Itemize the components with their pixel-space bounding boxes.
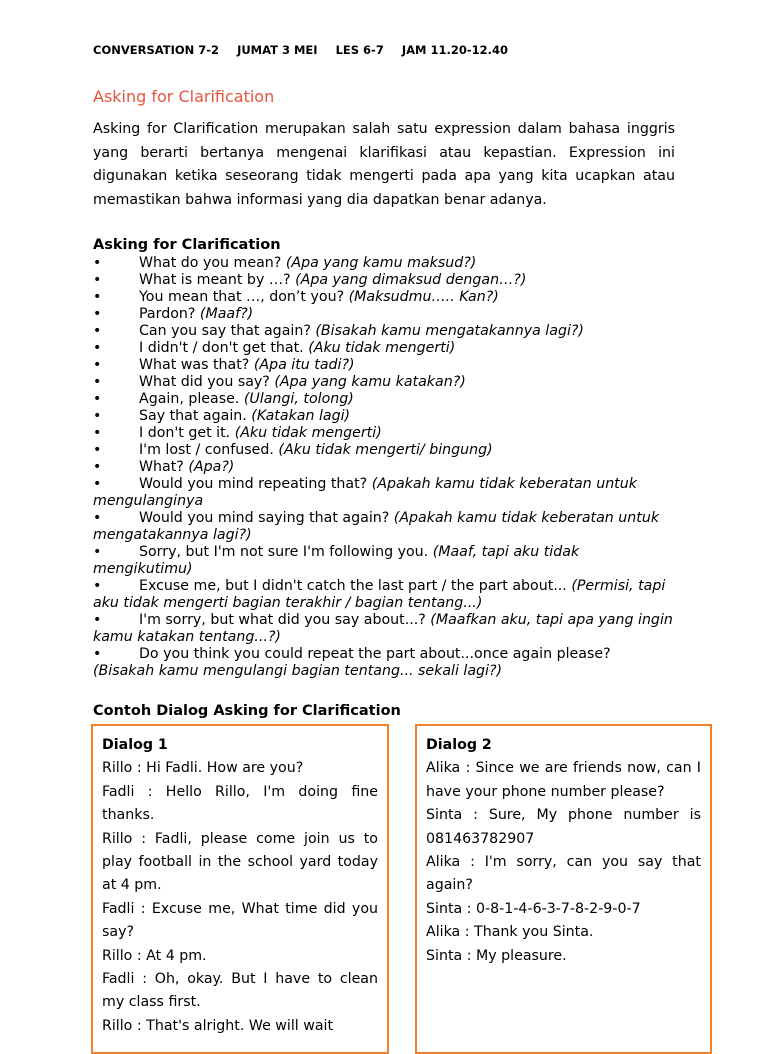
list-item <box>93 408 675 425</box>
expression-translation: (Ulangi, tolong) <box>243 391 354 407</box>
document-header <box>93 43 522 57</box>
expression-translation: (Apa yang kamu katakan?) <box>274 374 466 390</box>
bullet-icon: • <box>93 374 102 390</box>
expression-translation: (Bisakah kamu mengatakannya lagi?) <box>315 323 584 339</box>
dialog-line: Alika : Thank you Sinta. <box>426 924 594 941</box>
expression-english: Do you think you could repeat the part about...once again please? <box>139 646 611 662</box>
bullet-icon: • <box>93 255 102 271</box>
expression-translation: (Aku tidak mengerti/ bingung) <box>278 442 493 458</box>
bullet-icon: • <box>93 510 102 526</box>
bullet-icon: • <box>93 476 102 492</box>
dialog-line: Rillo : At 4 pm. <box>102 947 207 964</box>
expression-english: What was that? <box>139 357 254 373</box>
list-item <box>93 272 675 289</box>
list-item <box>93 425 675 442</box>
expression-english: Would you mind saying that again? <box>139 510 394 526</box>
dialog-line: Sinta : Sure, My phone number is 081463782907 <box>426 807 701 847</box>
bullet-icon: • <box>93 289 102 305</box>
expression-english: I'm lost / confused. <box>139 442 279 458</box>
dialog-line: Alika : I'm sorry, can you say that again? <box>426 854 701 894</box>
expression-translation: (Maksudmu….. Kan?) <box>348 289 499 305</box>
dialog-1-title: Dialog 1 <box>102 737 168 753</box>
bullet-icon: • <box>93 612 102 628</box>
bullet-icon: • <box>93 357 102 373</box>
dialog-line: Alika : Since we are friends now, can I have your phone number please? <box>426 760 701 800</box>
dialog-heading: Contoh Dialog Asking for Clarification <box>93 703 401 719</box>
dialog-examples <box>93 724 713 1044</box>
dialog-line: Sinta : My pleasure. <box>426 947 567 964</box>
dialog-line: Rillo : Fadli, please come join us to play football in the school yard today at 4 pm. <box>102 830 378 894</box>
dialog-line: Fadli : Hello Rillo, I'm doing fine thanks. <box>102 783 378 824</box>
dialog-line: Rillo : That's alright. We will wait <box>102 1017 334 1034</box>
header-time: JAM 11.20-12.40 <box>401 43 508 57</box>
expression-translation: (Katakan lagi) <box>251 408 351 424</box>
bullet-icon: • <box>93 646 102 662</box>
bullet-icon: • <box>93 391 102 407</box>
expression-english: What do you mean? <box>139 255 286 271</box>
expression-english: Excuse me, but I didn't catch the last part / the part about... <box>139 578 572 594</box>
expressions-list <box>93 255 675 680</box>
expressions-heading: Asking for Clarification <box>93 237 281 253</box>
bullet-icon: • <box>93 442 102 458</box>
expression-translation: (Bisakah kamu mengulangi bagian tentang... sekali lagi?) <box>93 663 503 679</box>
dialog-line: Sinta : 0-8-1-4-6-3-7-8-2-9-0-7 <box>426 900 641 917</box>
list-item <box>93 476 675 510</box>
list-item <box>93 357 675 374</box>
bullet-icon: • <box>93 306 102 322</box>
header-day: JUMAT 3 MEI <box>237 43 318 57</box>
intro-paragraph: Asking for Clarification merupakan salah satu expression dalam bahasa inggris yang berarti bertanya mengenai klarifikasi atau kepastian. Expression ini digunakan ketika seseorang tidak mengerti pada apa yang kita ucapkan atau memastikan bahwa informasi yang dia dapatkan benar adanya. <box>93 121 675 208</box>
expression-english: Again, please. <box>139 391 244 407</box>
header-lesson: LES 6-7 <box>335 43 384 57</box>
expression-english: What did you say? <box>139 374 275 390</box>
dialog-line: Rillo : Hi Fadli. How are you? <box>102 760 304 777</box>
list-item <box>93 323 675 340</box>
expression-translation: (Apa?) <box>188 459 235 475</box>
dialog-line: Fadli : Oh, okay. But I have to clean my class first. <box>102 971 378 1011</box>
bullet-icon: • <box>93 408 102 424</box>
dialog-line: Fadli : Excuse me, What time did you say? <box>102 900 378 941</box>
bullet-icon: • <box>93 578 102 594</box>
expression-translation: (Apa itu tadi?) <box>253 357 355 373</box>
expression-translation: (Aku tidak mengerti) <box>308 340 456 356</box>
bullet-icon: • <box>93 272 102 288</box>
page-title: Asking for Clarification <box>93 87 275 106</box>
list-item <box>93 289 675 306</box>
expression-english: Sorry, but I'm not sure I'm following you. <box>139 544 433 560</box>
list-item <box>93 306 675 323</box>
list-item <box>93 374 675 391</box>
expression-english: I don't get it. <box>139 425 235 441</box>
expression-translation: (Apa yang kamu maksud?) <box>285 255 477 271</box>
list-item <box>93 340 675 357</box>
list-item <box>93 544 675 578</box>
list-item <box>93 578 675 612</box>
bullet-icon: • <box>93 323 102 339</box>
list-item <box>93 612 675 646</box>
dialog-2-title: Dialog 2 <box>426 737 492 753</box>
bullet-icon: • <box>93 425 102 441</box>
expression-english: You mean that …, don’t you? <box>139 289 349 305</box>
expression-translation: (Maafkan aku, tapi apa yang ingin kamu katakan tentang...?) <box>93 612 673 645</box>
bullet-icon: • <box>93 459 102 475</box>
expression-english: Would you mind repeating that? <box>139 476 372 492</box>
bullet-icon: • <box>93 544 102 560</box>
header-conversation: CONVERSATION 7-2 <box>93 43 220 57</box>
expression-translation: (Apa yang dimaksud dengan…?) <box>295 272 527 288</box>
expression-translation: (Maaf?) <box>199 306 254 322</box>
expression-translation: (Maaf, tapi aku tidak mengikutimu) <box>93 544 580 577</box>
list-item <box>93 459 675 476</box>
dialog-1-box <box>91 724 389 1054</box>
expression-english: Pardon? <box>139 306 200 322</box>
list-item <box>93 391 675 408</box>
expression-translation: (Aku tidak mengerti) <box>234 425 382 441</box>
expression-translation: (Permisi, tapi aku tidak mengerti bagian terakhir / bagian tentang...) <box>93 578 666 611</box>
list-item <box>93 442 675 459</box>
expression-english: What is meant by …? <box>139 272 296 288</box>
bullet-icon: • <box>93 340 102 356</box>
expression-translation: (Apakah kamu tidak keberatan untuk mengatakannya lagi?) <box>93 510 660 543</box>
list-item <box>93 646 675 680</box>
expression-translation: (Apakah kamu tidak keberatan untuk mengulanginya <box>93 476 637 509</box>
list-item <box>93 255 675 272</box>
expression-english: I'm sorry, but what did you say about...? <box>139 612 431 628</box>
expression-english: Can you say that again? <box>139 323 316 339</box>
list-item <box>93 510 675 544</box>
expression-english: I didn't / don't get that. <box>139 340 309 356</box>
dialog-2-box <box>415 724 712 1054</box>
expression-english: Say that again. <box>139 408 252 424</box>
expression-english: What? <box>139 459 189 475</box>
